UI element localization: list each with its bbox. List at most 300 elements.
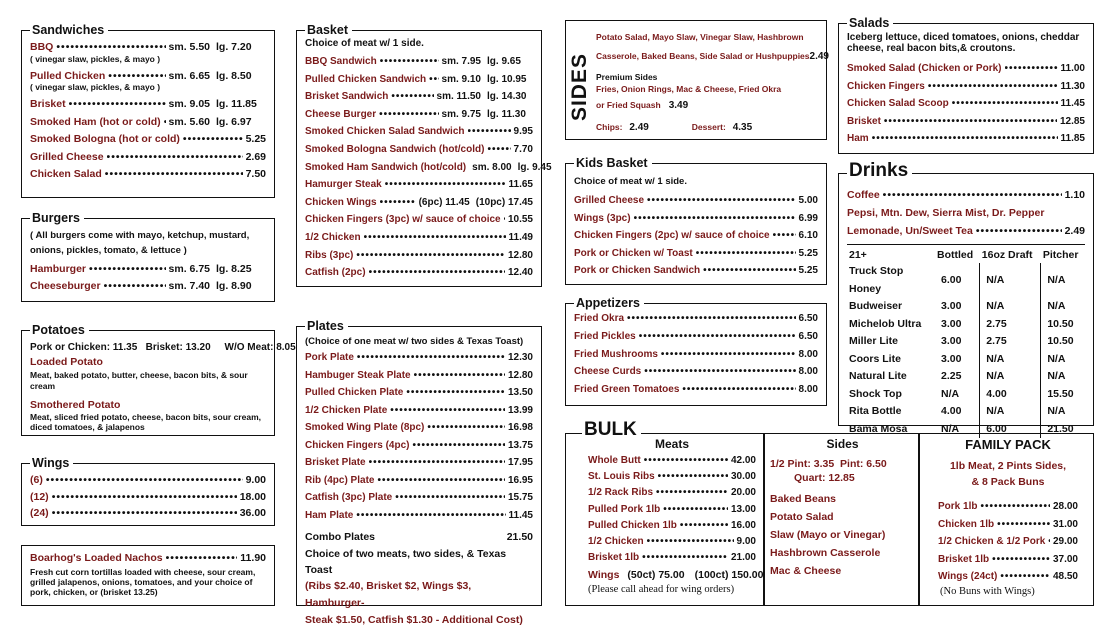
loaded-desc: Meat, baked potato, butter, cheese, bacon bits, & sour cream [30, 370, 248, 391]
menu-item-row [305, 229, 533, 247]
dot-leader [427, 419, 505, 437]
beer-name: Coors Lite [849, 352, 901, 365]
beer-name: Michelob Ultra [849, 317, 922, 330]
dot-leader [883, 186, 1062, 204]
item-name: Fried Green Tomatoes [574, 384, 680, 396]
dot-leader [992, 551, 1050, 569]
sides-section [565, 20, 827, 140]
dot-leader [642, 550, 728, 566]
dot-leader [639, 328, 796, 346]
menu-item-row [847, 130, 1085, 148]
menu-item-row [588, 453, 756, 469]
dot-leader [429, 71, 438, 89]
item-name: Chicken Salad Scoop [847, 98, 949, 109]
basket-list [305, 53, 552, 282]
item-name: 1/2 Rack Ribs [588, 487, 654, 499]
beer-col-header: Pitcher [1042, 249, 1079, 261]
bulk-side-item: Baked Beans [770, 493, 836, 505]
menu-item-row [305, 402, 533, 420]
item-name: Ham Plate [305, 509, 354, 521]
item-name: Smoked Salad (Chicken or Pork) [847, 63, 1002, 74]
dot-leader [980, 498, 1050, 516]
item-price: 16.98 [507, 422, 533, 433]
dot-leader [395, 489, 505, 507]
dot-leader [107, 149, 243, 167]
menu-item-row [574, 363, 818, 381]
dot-leader [928, 78, 1058, 96]
item-name: Brisket 1lb [938, 553, 990, 565]
item-name: Rib (4pc) Plate [305, 474, 375, 486]
nachos-row [30, 549, 266, 567]
item-name: Pork or Chicken Sandwich [574, 265, 701, 276]
potato-prices: Pork or Chicken: 11.35 Brisket: 13.20 W/O Meat: 8.05 [30, 342, 296, 353]
item-name: Brisket Sandwich [305, 91, 389, 103]
item-price-large: (10pc) 17.45 [475, 196, 533, 208]
item-price-large: lg. 7.20 [216, 41, 252, 53]
bulk-meats [588, 436, 764, 596]
item-price-large: lg. 11.30 [487, 108, 526, 120]
dot-leader [773, 227, 796, 245]
item-name: Pulled Chicken Sandwich [305, 73, 427, 85]
dot-leader [369, 454, 505, 472]
item-price: 36.00 [239, 507, 266, 519]
item-price: 5.25 [245, 133, 266, 145]
dot-leader [680, 518, 728, 534]
menu-item-row [305, 247, 533, 265]
dot-leader [884, 113, 1057, 131]
beer-row [847, 298, 1085, 316]
section-title: Burgers [30, 210, 84, 226]
item-price-small: sm. 7.40 [168, 280, 210, 292]
dot-leader [976, 222, 1062, 240]
beer-row [847, 333, 1085, 351]
beer-header-row [847, 247, 1085, 263]
dot-leader [682, 381, 795, 399]
kids-note: Choice of meat w/ 1 side. [574, 176, 687, 187]
dot-leader [406, 384, 505, 402]
item-price: 9.00 [245, 474, 266, 486]
salad-list [847, 60, 1085, 148]
item-name: Fried Okra [574, 313, 625, 324]
beer-price: N/A [1041, 298, 1085, 316]
beer-row [847, 403, 1085, 421]
dessert-price: 4.35 [732, 122, 753, 133]
menu-item-row [305, 53, 533, 71]
smothered-potato: Smothered Potato [30, 399, 121, 411]
dot-leader [1048, 533, 1050, 551]
menu-item-row [847, 60, 1085, 78]
item-name: Boarhog's Loaded Nachos [30, 552, 163, 564]
beer-price: 10.50 [1041, 316, 1085, 334]
item-price: 6.10 [798, 230, 818, 241]
dot-leader [69, 96, 166, 114]
item-price: 12.80 [507, 369, 533, 381]
item-price: 31.00 [1052, 518, 1078, 530]
item-name: BBQ Sandwich [305, 56, 377, 67]
item-price: 10.55 [507, 214, 533, 226]
dot-leader [391, 88, 433, 106]
item-name: Wings (3pc) [574, 212, 631, 224]
dot-leader [105, 166, 243, 184]
combo-note: Choice of two meats, two sides, & Texas Toast [305, 548, 507, 576]
item-price: 37.00 [1052, 553, 1078, 565]
premium-sides-list: or Fried Squash [596, 100, 661, 110]
item-name: Pork Plate [305, 352, 354, 363]
item-name: Chicken Fingers (4pc) [305, 439, 410, 451]
family-desc: & 8 Pack Buns [971, 476, 1045, 488]
item-price: 13.50 [507, 387, 533, 398]
menu-item-row [938, 568, 1078, 586]
section-title: Plates [305, 318, 348, 334]
item-price: 13.75 [507, 439, 533, 451]
beer-name: Shock Top [849, 387, 902, 400]
item-price: (50ct) 75.00 [627, 569, 685, 582]
menu-item-row [588, 534, 756, 550]
menu-item-row [305, 489, 533, 507]
dot-leader [658, 469, 728, 485]
item-price: 5.25 [798, 265, 818, 276]
item-price: 5.25 [798, 247, 818, 259]
dot-leader [166, 549, 238, 567]
dot-leader [644, 363, 795, 381]
menu-item-row [574, 262, 818, 280]
item-price: 11.49 [508, 231, 533, 243]
beer-row [847, 368, 1085, 386]
item-price: 18.00 [239, 490, 266, 503]
menu-item-row [574, 328, 818, 346]
chips-dessert-row [596, 118, 820, 137]
item-price-large: lg. 10.95 [487, 73, 527, 85]
menu-item-row [305, 472, 533, 490]
menu-item-row [938, 516, 1078, 534]
plates-section [296, 319, 542, 626]
menu-item-row [30, 489, 266, 506]
menu-item-row [847, 78, 1085, 96]
item-price: 17.95 [507, 457, 533, 468]
item-price: 11.65 [508, 179, 533, 191]
item-price-small: sm. 9.75 [441, 108, 481, 120]
item-price: 8.00 [798, 366, 818, 378]
item-name: Chicken Wings [305, 196, 377, 208]
menu-item-row [938, 551, 1078, 569]
sandwich-list [30, 39, 266, 184]
item-price: 8.00 [798, 348, 818, 360]
dot-leader [46, 472, 243, 489]
menu-item-row [588, 485, 756, 501]
smothered-desc: Meat, sliced fried potato, cheese, bacon bits, sour cream, [30, 412, 261, 422]
appetizers-section [565, 296, 827, 406]
menu-item-row [588, 550, 756, 566]
menu-item-row [30, 96, 266, 114]
menu-item-row [305, 507, 533, 525]
item-name: Smoked Ham (hot or cold) [30, 115, 161, 128]
item-price: 6.50 [798, 313, 818, 324]
menu-item-row [30, 131, 266, 149]
sides-vertical-title: SIDES [568, 53, 591, 122]
call-ahead-note: (Please call ahead for wing orders) [588, 584, 735, 596]
section-title: Appetizers [574, 295, 644, 311]
menu-item-row [574, 245, 818, 263]
item-name: Chicken Fingers [847, 80, 925, 92]
menu-item-row [305, 349, 533, 367]
dot-leader [627, 310, 796, 328]
item-name: Pulled Pork 1lb [588, 503, 661, 515]
family-note: (No Buns with Wings) [940, 585, 1035, 597]
beer-price: 15.50 [1041, 386, 1085, 404]
dot-leader [487, 141, 510, 159]
item-name: Cheese Burger [305, 108, 377, 120]
kids-list [574, 192, 818, 280]
item-price: 28.00 [1052, 501, 1078, 512]
wings-list [30, 472, 266, 522]
menu-item-row [574, 227, 818, 245]
menu-item-row [574, 346, 818, 364]
basket-section [296, 23, 552, 287]
item-price-large: lg. 8.50 [216, 69, 252, 82]
menu-item-row [588, 469, 756, 485]
sides-title: Sides [826, 437, 859, 451]
smothered-desc: diced tomatoes, & jalapenos [30, 422, 145, 432]
item-price: 11.45 [1060, 98, 1085, 109]
bulk-sides [770, 436, 915, 580]
sides-row [596, 47, 829, 66]
beer-row [847, 351, 1085, 369]
dot-leader [89, 261, 166, 278]
item-price: 15.75 [507, 492, 533, 503]
salad-desc: cheese, real bacon bits,& croutons. [847, 43, 1016, 54]
dot-leader [1005, 60, 1058, 78]
item-price: 7.70 [513, 143, 533, 155]
dot-leader [647, 534, 734, 550]
dot-leader [997, 516, 1050, 534]
beer-table-body [847, 263, 1085, 438]
dot-leader [380, 194, 416, 212]
item-name: BBQ [30, 41, 54, 53]
item-price-small: sm. 9.05 [168, 98, 210, 110]
dot-leader [385, 176, 506, 194]
burgers-section [21, 211, 275, 302]
potatoes-section [21, 323, 296, 436]
item-price: 5.00 [798, 195, 818, 206]
menu-item-row [588, 502, 756, 518]
beer-col-header: 21+ [849, 249, 867, 261]
beer-price: 2.25 [941, 370, 962, 382]
dot-leader [952, 95, 1058, 113]
item-name: Smoked Ham Sandwich (hot/cold) [305, 161, 467, 173]
item-price: 3.49 [668, 100, 689, 111]
section-title: Potatoes [30, 322, 89, 338]
item-price: 11.90 [240, 552, 266, 564]
dot-leader [52, 489, 237, 506]
item-name: Wings (24ct) [938, 571, 998, 582]
item-name: Cheese Curds [574, 366, 642, 378]
beer-name: Budweiser [849, 300, 903, 312]
beer-price: 3.00 [941, 335, 962, 347]
bulk-side-list [770, 490, 915, 580]
soda-row [847, 222, 1085, 240]
nachos-desc: pork, chicken, or (brisket 13.25) [30, 587, 158, 597]
item-price: 16.00 [730, 519, 756, 531]
beer-col-header: Bottled [937, 249, 974, 261]
item-price: 12.80 [507, 249, 533, 261]
meats-title: Meats [654, 437, 689, 451]
item-price: 2.49 [1064, 225, 1085, 237]
beer-price: N/A [1041, 351, 1085, 369]
dot-leader [661, 346, 796, 364]
section-title: Wings [30, 455, 73, 471]
item-price-large: lg. 11.85 [216, 98, 257, 110]
plates-list [305, 349, 533, 524]
burger-note: ( All burgers come with mayo, ketchup, mustard, [30, 230, 250, 241]
family-desc: 1lb Meat, 2 Pints Sides, [949, 460, 1067, 472]
beer-price: 2.75 [980, 316, 1041, 334]
item-price: 13.00 [730, 503, 756, 515]
dot-leader [369, 264, 505, 282]
plates-note: (Choice of one meat w/ two sides & Texas Toast) [305, 336, 524, 347]
section-title: Kids Basket [574, 155, 652, 171]
family-list [926, 498, 1090, 586]
item-name: Catfish (3pc) Plate [305, 492, 393, 503]
item-price-small: sm. 6.75 [168, 263, 210, 275]
item-price: 12.40 [507, 267, 533, 279]
item-price-small: sm. 5.50 [168, 41, 210, 53]
item-name: Smoked Chicken Salad Sandwich [305, 126, 465, 138]
item-price: 11.00 [1060, 63, 1085, 74]
dot-leader [104, 278, 166, 295]
dot-leader [1000, 568, 1050, 586]
sides-list: Potato Salad, Mayo Slaw, Vinegar Slaw, Hashbrown [596, 32, 804, 42]
item-name: Ham [847, 133, 869, 144]
soda-list: Pepsi, Mtn. Dew, Sierra Mist, Dr. Pepper [847, 207, 1045, 219]
nachos-desc: grilled jalapenos, onions, tomatoes, and your choice of [30, 577, 253, 587]
menu-item-row [574, 381, 818, 399]
item-name: Pork or Chicken w/ Toast [574, 247, 693, 259]
section-title: Sandwiches [30, 22, 108, 38]
menu-item-row [305, 141, 533, 159]
menu-item-row [305, 419, 533, 437]
bulk-meat-list [588, 453, 756, 566]
section-title: Salads [847, 15, 893, 31]
item-price: 42.00 [730, 455, 756, 466]
half-pint-price: 1/2 Pint: 3.35 [770, 458, 835, 470]
beer-price: 10.50 [1041, 333, 1085, 351]
pint-prices [770, 457, 915, 471]
menu-item-row [574, 192, 818, 210]
menu-item-row [574, 310, 818, 328]
menu-item-row [938, 498, 1078, 516]
item-price: 9.00 [736, 536, 756, 548]
item-name: (24) [30, 507, 49, 519]
beer-price: 3.00 [941, 300, 962, 312]
item-name: 1/2 Chicken & 1/2 Pork [938, 536, 1046, 547]
menu-item-row [30, 166, 266, 184]
item-price: 16.95 [507, 474, 533, 486]
item-name: Smoked Bologna Sandwich (hot/cold) [305, 143, 485, 155]
menu-item-row [588, 518, 756, 534]
chips-label: Chips: [596, 122, 623, 132]
item-price: 12.85 [1059, 115, 1085, 127]
beer-price: 3.00 [941, 317, 962, 330]
loaded-potato: Loaded Potato [30, 356, 103, 368]
item-name: Fried Mushrooms [574, 348, 658, 360]
item-name: Chicken Salad [30, 168, 102, 180]
appetizer-list [574, 310, 818, 399]
coffee-row [847, 186, 1085, 204]
item-name: Brisket Plate [305, 457, 366, 468]
menu-item-row [847, 113, 1085, 131]
item-name: Grilled Cheese [574, 195, 645, 206]
item-name: (6) [30, 474, 43, 486]
sides-list: Casserole, Baked Beans, Side Salad or Hushpuppies [596, 51, 810, 61]
item-price: 11.45 [508, 509, 533, 521]
beer-price: 21.50 [1041, 421, 1085, 439]
item-price-large: lg. 8.90 [216, 280, 252, 292]
dot-leader [663, 502, 728, 518]
premium-sides-title: Premium Sides [596, 72, 658, 82]
menu-item-row [305, 71, 533, 89]
item-name: Fried Pickles [574, 330, 636, 342]
dot-leader [357, 349, 505, 367]
item-price-small: sm. 6.65 [168, 69, 210, 82]
family-pack [926, 436, 1090, 598]
beer-table [847, 247, 1085, 438]
beer-price: N/A [1041, 368, 1085, 386]
item-price-large: lg. 9.45 [517, 161, 552, 173]
burger-list [30, 261, 266, 295]
divider [918, 434, 920, 605]
item-name: Brisket [30, 98, 66, 110]
menu-item-row [305, 384, 533, 402]
basket-note: Choice of meat w/ 1 side. [305, 38, 424, 49]
item-price: 2.69 [245, 150, 266, 163]
item-note: ( vinegar slaw, pickles, & mayo ) [30, 53, 161, 64]
item-price-small: sm. 11.50 [436, 91, 481, 103]
dot-leader [656, 485, 728, 501]
menu-item-row [305, 106, 533, 124]
beer-price: N/A [1041, 263, 1085, 298]
family-title: FAMILY PACK [965, 437, 1051, 452]
menu-item-row [30, 505, 266, 522]
bulk-wings-row [588, 566, 764, 584]
section-title: BULK [582, 419, 641, 441]
menu-item-row [305, 88, 533, 106]
item-name: Cheeseburger [30, 280, 101, 292]
menu-item-row [30, 261, 266, 278]
item-name: Brisket 1lb [588, 552, 640, 564]
beer-price: 6.00 [980, 421, 1041, 439]
burger-note: onions, pickles, tomato, & lettuce ) [30, 245, 187, 256]
dessert-label: Dessert: [691, 122, 726, 132]
beer-price: N/A [980, 351, 1041, 369]
beer-price: 2.75 [980, 333, 1041, 351]
dot-leader [52, 505, 237, 522]
section-title: Drinks [847, 160, 912, 182]
item-price-large: lg. 14.30 [487, 91, 527, 103]
dot-leader [380, 53, 439, 71]
beer-price: N/A [941, 387, 960, 400]
item-price: 20.00 [730, 487, 756, 499]
dot-leader [412, 437, 505, 455]
item-name: Ribs (3pc) [305, 249, 354, 261]
premium-sides-list: Fries, Onion Rings, Mac & Cheese, Fried Okra [596, 84, 782, 94]
item-price-large: lg. 8.25 [216, 263, 252, 275]
beer-name: Miller Lite [849, 335, 899, 347]
combo-addon: Steak $1.50, Catfish $1.30 - Additional Cost) [305, 614, 523, 626]
dot-leader [183, 131, 243, 149]
dot-leader [414, 367, 505, 385]
menu-item-row [30, 149, 266, 167]
menu-item-row [305, 437, 533, 455]
